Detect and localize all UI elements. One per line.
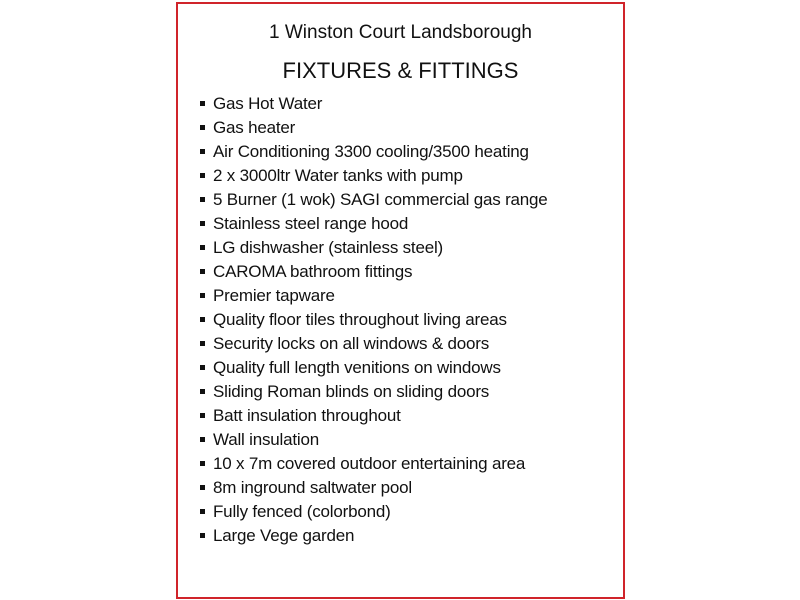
fixtures-list <box>200 92 548 548</box>
list-item-text: Security locks on all windows & doors <box>213 334 490 353</box>
bullet-icon <box>200 293 205 298</box>
bullet-icon <box>200 269 205 274</box>
list-item <box>200 92 548 116</box>
list-item-text: Large Vege garden <box>213 526 355 545</box>
list-item <box>200 260 548 284</box>
list-item-text: Wall insulation <box>213 430 319 449</box>
list-item-text: LG dishwasher (stainless steel) <box>213 238 444 257</box>
list-item <box>200 188 548 212</box>
bullet-icon <box>200 125 205 130</box>
bullet-icon <box>200 197 205 202</box>
list-item <box>200 212 548 236</box>
bullet-icon <box>200 221 205 226</box>
document-subtitle: FIXTURES & FITTINGS <box>282 58 519 83</box>
bullet-icon <box>200 389 205 394</box>
list-item-text: Fully fenced (colorbond) <box>213 502 391 521</box>
list-item <box>200 524 548 548</box>
bullet-icon <box>200 533 205 538</box>
list-item-text: Premier tapware <box>213 286 335 305</box>
document-title: 1 Winston Court Landsborough <box>269 22 532 43</box>
bullet-icon <box>200 437 205 442</box>
list-item-text: Quality floor tiles throughout living areas <box>213 310 507 329</box>
list-item-text: 8m inground saltwater pool <box>213 478 412 497</box>
list-item <box>200 476 548 500</box>
list-item <box>200 380 548 404</box>
list-item <box>200 164 548 188</box>
document-frame <box>176 2 625 599</box>
list-item <box>200 500 548 524</box>
list-item <box>200 236 548 260</box>
list-item-text: Gas Hot Water <box>213 94 323 113</box>
bullet-icon <box>200 173 205 178</box>
list-item-text: 2 x 3000ltr Water tanks with pump <box>213 166 463 185</box>
list-item-text: Air Conditioning 3300 cooling/3500 heating <box>213 142 529 161</box>
list-item-text: Batt insulation throughout <box>213 406 401 425</box>
bullet-icon <box>200 101 205 106</box>
bullet-icon <box>200 485 205 490</box>
bullet-icon <box>200 149 205 154</box>
bullet-icon <box>200 365 205 370</box>
list-item-text: Quality full length venitions on windows <box>213 358 501 377</box>
bullet-icon <box>200 461 205 466</box>
list-item <box>200 284 548 308</box>
bullet-icon <box>200 317 205 322</box>
list-item <box>200 452 548 476</box>
bullet-icon <box>200 509 205 514</box>
list-item-text: Sliding Roman blinds on sliding doors <box>213 382 490 401</box>
bullet-icon <box>200 341 205 346</box>
list-item <box>200 140 548 164</box>
list-item <box>200 404 548 428</box>
bullet-icon <box>200 413 205 418</box>
list-item-text: Stainless steel range hood <box>213 214 409 233</box>
list-item-text: Gas heater <box>213 118 296 137</box>
list-item <box>200 116 548 140</box>
list-item-text: 10 x 7m covered outdoor entertaining area <box>213 454 526 473</box>
list-item-text: CAROMA bathroom fittings <box>213 262 413 281</box>
list-item <box>200 332 548 356</box>
bullet-icon <box>200 245 205 250</box>
list-item <box>200 428 548 452</box>
list-item <box>200 308 548 332</box>
list-item-text: 5 Burner (1 wok) SAGI commercial gas range <box>213 190 548 209</box>
list-item <box>200 356 548 380</box>
